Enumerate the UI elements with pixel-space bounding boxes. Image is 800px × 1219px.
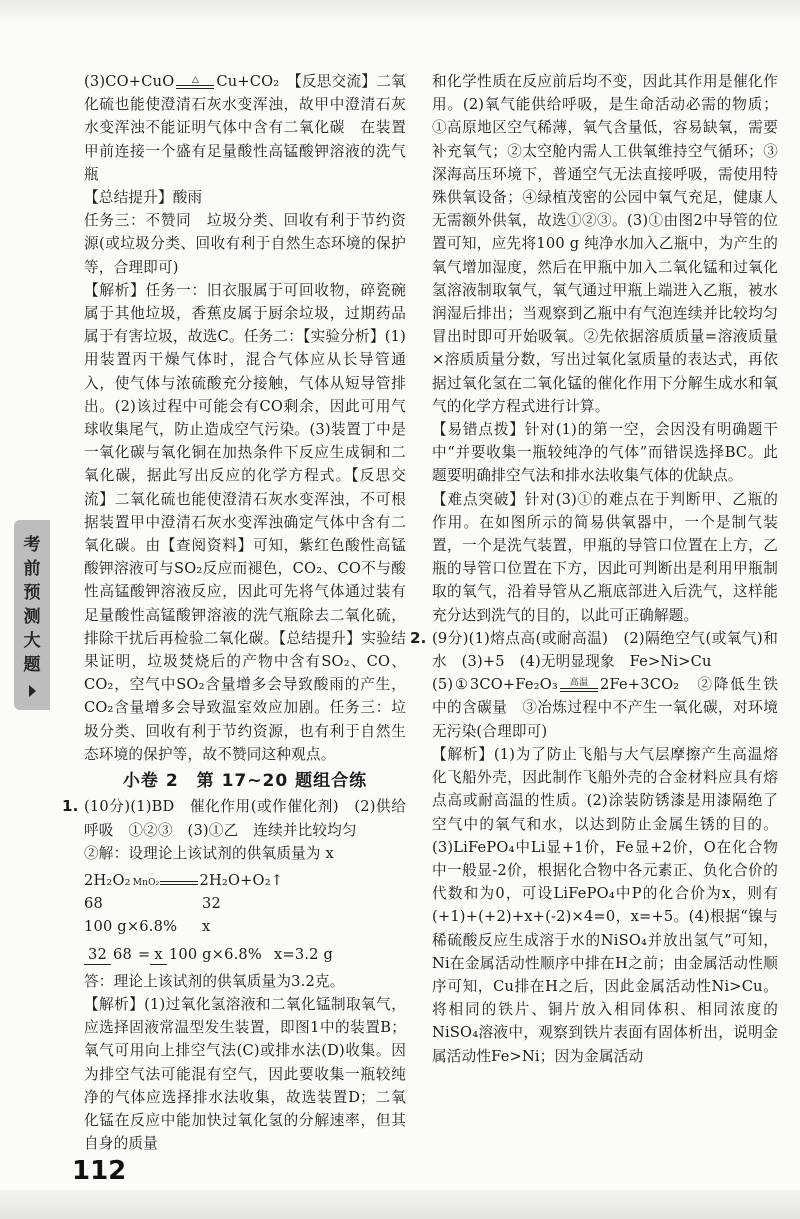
right-p1: 和化学性质在反应前后均不变，因此其作用是催化作用。(2)氧气能供给呼吸，是生命活动必需的物质；①高原地区空气稀薄，氧气含量低，容易缺氧，需要补充氧气；②太空舱内需人工供氧维持空气循环；③深海高压环境下，普通空气无法直接呼吸，需使用特殊供氧设备；④绿植茂密的公园中氧气充足，健康人无需额外供氧，故选①②③。(3)①由图2中导管的位置可知，应先将100 g 纯净水加入乙瓶中，为产生的氧气增加湿度，然后在甲瓶中加入二氧化锰和过氧化氢溶液制取氧气，氧气通过甲瓶上端进入乙瓶，被水润湿后排出；当观察到乙瓶中有气泡连续并比较均匀冒出时即可开始吸氧。②先依据溶质质量=溶液质量×溶质质量分数，写出过氧化氢质量的表达式，再依据过氧化氢在二氧化锰的催化作用下分解生成水和氧气的化学方程式进行计算。 (432, 73, 778, 415)
left-p4: 【解析】任务一：旧衣服属于可回收物，碎瓷碗属于其他垃圾，香蕉皮属于厨余垃圾，过期药品属于有害垃圾，故选C。任务二：【实验分析】(1)用装置丙干燥气体时，混合气体应从长导管通入，使气体与浓硫酸充分接触，气体从短导管排出。(2)该过程中可能会有CO剩余，因此可用气球收集尾气，防止造成空气污染。(3)装置丁中是一氧化碳与氧化铜在加热条件下反应生成铜和二氧化碳，据此写出反应的化学方程式。【反思交流】二氧化硫也能使澄清石灰水变浑浊，不可根据装置甲中澄清石灰水变浑浊确定气体中含有二氧化碳。由【查阅资料】可知，紫红色酸性高锰酸钾溶液可与SO₂反应而褪色，CO₂、CO不与酸性高锰酸钾溶液反应，因此可先将气体通过装有足量酸性高锰酸钾溶液的洗气瓶除去二氧化硫，排除干扰后再检验二氧化碳。【总结提升】实验结果证明，垃圾焚烧后的产物中含有SO₂、CO、CO₂，空气中SO₂含量增多会导致酸雨的产生，CO₂含量增多会导致温室效应加剧。任务三：垃圾分类、回收有利于节约资源，也有利于自然生态环境的保护等，故不赞同这种观点。 (84, 281, 406, 763)
left-p2: 【总结提升】酸雨 (84, 189, 203, 207)
left-column (62, 70, 406, 1155)
page-number: 112 (72, 1156, 127, 1186)
reaction-arrow: MnO₂ (133, 869, 198, 892)
side-tab-char: 考 (23, 535, 41, 555)
reaction-arrow: △ (176, 75, 214, 89)
right-p3: 【难点突破】针对(3)①的难点在于判断甲、乙瓶的作用。在如图所示的简易供氧器中，一个是制气装置，一个是洗气装置，甲瓶的导管口位置在上方，乙瓶的导管口位置在下方，因此可判断出是利用甲瓶制取的氧气，沿着导管从乙瓶底部进入后洗气，这样能充分达到洗气的目的，以此可正确解题。 (432, 490, 778, 624)
top-shade (0, 0, 800, 26)
question-number: 1. (62, 797, 79, 816)
right-column (410, 70, 778, 1068)
side-tab-char: 前 (23, 559, 41, 579)
left-p1: (3)CO+CuO △ Cu+CO₂ 【反思交流】二氧化硫也能使澄清石灰水变浑浊，故甲中澄清石灰水变浑浊不能证明气体中含有二氧化碳 在装置甲前连接一个盛有足量酸性高锰酸钾溶液的洗气瓶 (84, 73, 406, 183)
side-tab-char: 预 (23, 583, 41, 603)
triangle-icon (29, 685, 36, 697)
q2-answer: 2. (9分)(1)熔点高(或耐高温) (2)隔绝空气(或氧气)和水 (3)+5 (4)无明显现象 Fe>Ni>Cu (410, 628, 778, 671)
bottom-shade (0, 1190, 800, 1219)
fraction: 32 68 (84, 943, 134, 966)
right-p2: 【易错点拨】针对(1)的第一空，会因没有明确题干中“并要收集一瓶较纯净的气体”而错误选择BC。此题要明确排空气法和排水法收集气体的优缺点。 (432, 421, 778, 485)
side-tab-char: 测 (23, 607, 41, 627)
q2-answer-5: (5)①3CO+Fe₂O₃ 高温 2Fe+3CO₂ ②降低生铁中的含碳量 ③冶炼过程中不产生一氧化碳，对环境无污染(合理即可) (432, 676, 778, 740)
equation-block: 2H₂O₂ MnO₂ 2H₂O+O₂↑ 68 32 100 g×6.8% x 32 68 = x 100 g×6.8% x=3.2 g (84, 869, 406, 966)
side-tab-char: 题 (23, 655, 41, 675)
q1-setup: ②解：设理论上该试剂的供氧质量为 x (84, 844, 334, 862)
q1-final-answer: 答：理论上该试剂的供氧质量为3.2克。 (84, 972, 345, 990)
section-title: 小卷 2 第 17~20 题组合练 (122, 771, 368, 792)
side-tab-char: 大 (23, 631, 41, 651)
q1-explanation: 【解析】(1)过氧化氢溶液和二氧化锰制取氧气，应选择固液常温型发生装置，即图1中的装置B；氧气可用向上排空气法(C)或排水法(D)收集。因为排空气法可能混有空气，因此要收集一瓶较纯净的气体应选择排水法收集，故选装置D；二氧化锰在反应中能加快过氧化氢的分解速率，但其自身的质量 (84, 995, 406, 1153)
q1-answer: 1. (10分)(1)BD 催化作用(或作催化剂) (2)供给呼吸 ①②③ (3)①乙 连续并比较均匀 (62, 797, 406, 839)
q2-explanation: 【解析】(1)为了防止飞船与大气层摩擦产生高温熔化飞船外壳，因此制作飞船外壳的合金材料应具有熔点高或耐高温的性质。(2)涂装防锈漆是用漆隔绝了空气中的氧气和水，以达到防止金属生锈的目的。(3)LiFePO₄中Li显+1价，Fe显+2价，O在化合物中一般显-2价，根据化合物中各元素正、负化合价的代数和为0，可设LiFePO₄中P的化合价为x，则有(+1)+(+2)+x+(-2)×4=0，x=+5。(4)根据“镍与稀硫酸反应生成溶于水的NiSO₄并放出氢气”可知，Ni在金属活动性顺序中排在H之前；由金属活动性顺序可知，Cu排在H之后，因此金属活动性Ni>Cu。将相同的铁片、铜片放入相同体积、相同浓度的NiSO₄溶液中，观察到铁片表面有固体析出，说明金属活动性Fe>Ni；因为金属活动 (432, 745, 778, 1065)
reaction-arrow: 高温 (560, 678, 598, 692)
fraction: x 100 g×6.8% (150, 943, 264, 966)
left-p3: 任务三：不赞同 垃圾分类、回收有利于节约资源(或垃圾分类、回收有利于自然生态环境的保护等，合理即可) (84, 212, 406, 276)
question-number: 2. (410, 628, 427, 647)
side-tab (14, 520, 50, 710)
